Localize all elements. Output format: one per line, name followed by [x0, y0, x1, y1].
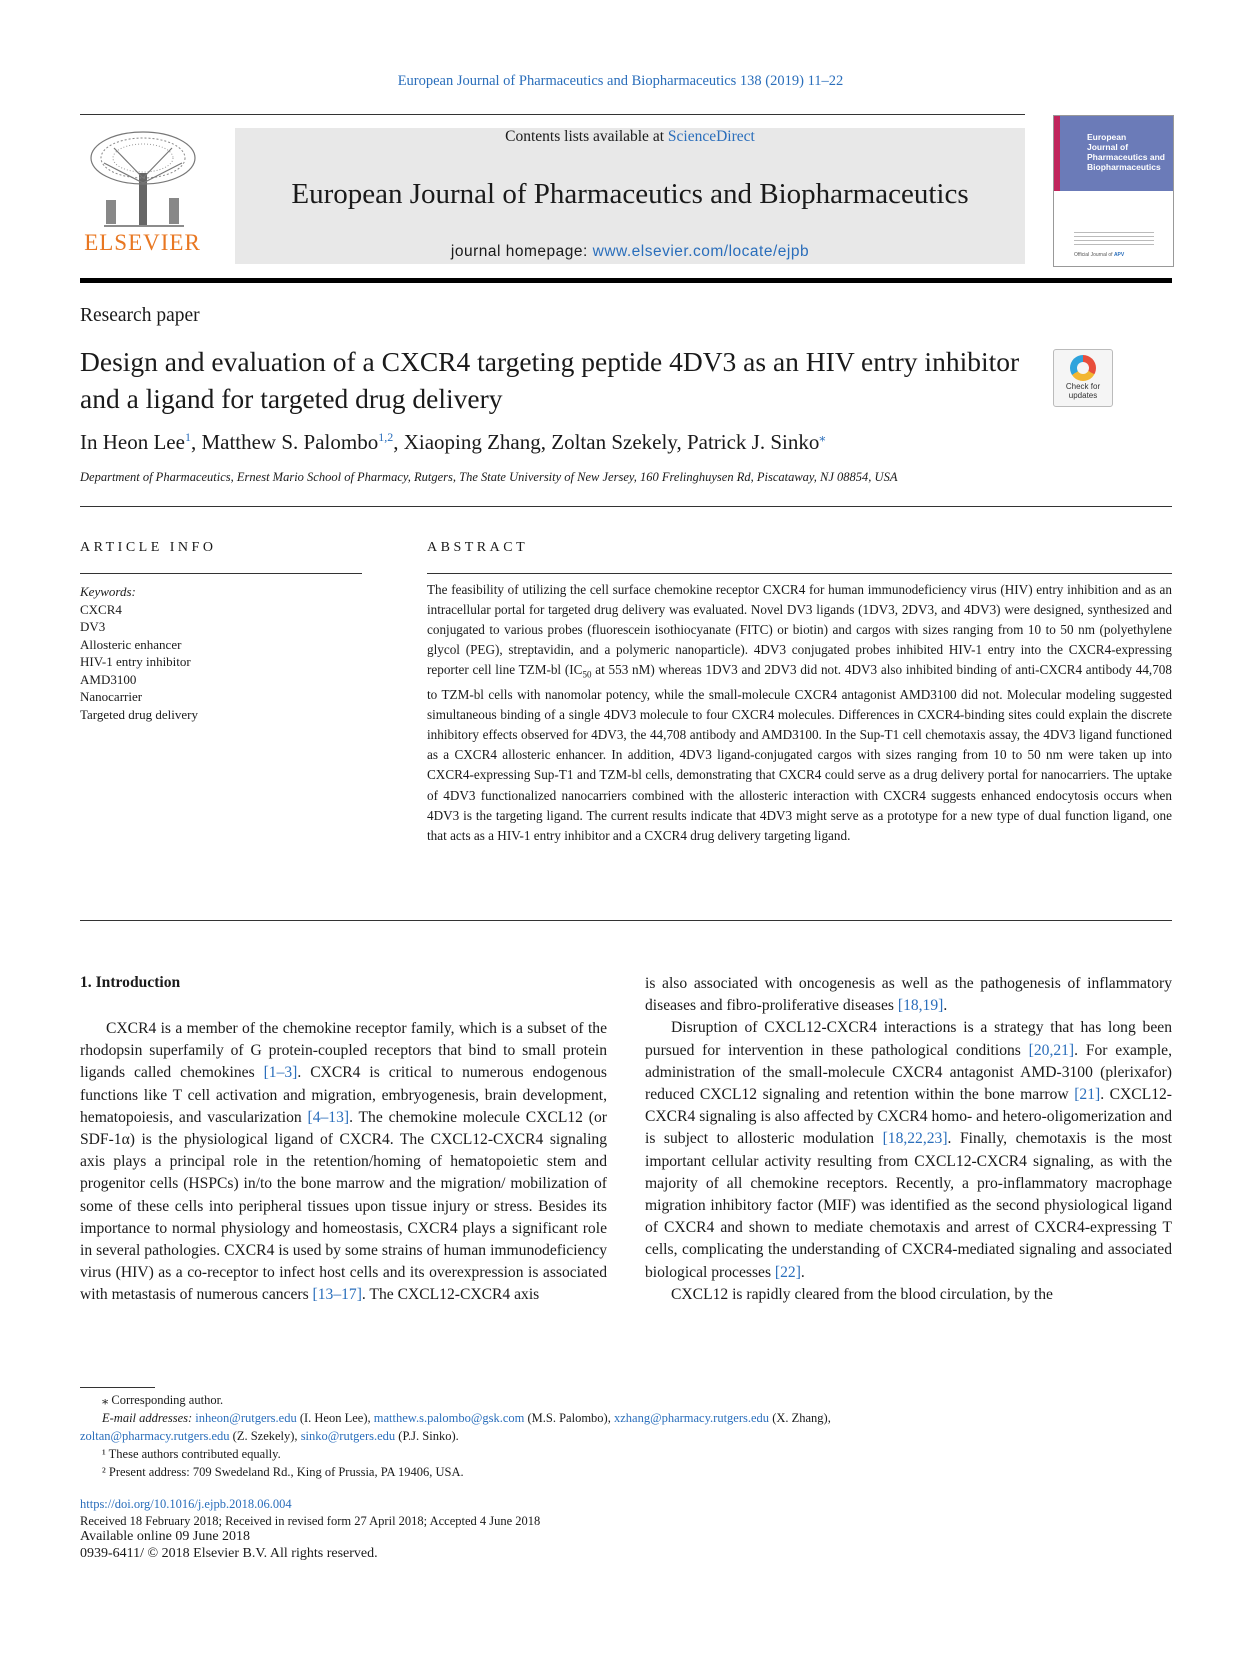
citation-link[interactable]: [1–3]	[263, 1064, 298, 1082]
cover-title-line: Pharmaceutics and	[1087, 152, 1165, 162]
keyword: Targeted drug delivery	[80, 706, 198, 722]
paragraph: Disruption of CXCL12-CXCR4 interactions is a strategy that has long been pursued for intervention in these pathological conditions [20,21]. For example, administration of the small-molecule CXCR4 antagonist AMD-3100 (plerixafor) reduced CXCL12 signaling and retention within the bone marrow [21]. CXCL12-CXCR4 signaling is also affected by CXCR4 homo- and hetero-oligomerization and is subject to allosteric modulation [18,22,23]. Finally, chemotaxis is the most important cellular activity resulting from CXCL12-CXCR4 signaling, as with the majority of all chemokine receptors. Recently, a pro-inflammatory macrophage migration inhibitory factor (MIF) was identified as the second physiological ligand of CXCR4 and shown to mediate chemotaxis and arrest of CXCR4-expressing T cells, complicating the understanding of CXCR4-mediated signaling and associated biological processes [22].	[645, 1019, 1172, 1281]
copyright: 0939-6411/ © 2018 Elsevier B.V. All rights reserved.	[80, 1545, 378, 1561]
keyword: DV3	[80, 619, 106, 634]
footnote-2: ² Present address: 709 Swedeland Rd., King of Prussia, PA 19406, USA.	[102, 1465, 464, 1479]
sciencedirect-link[interactable]: ScienceDirect	[667, 128, 755, 145]
body-column-left	[80, 1018, 607, 1307]
author-name[interactable]: Zoltan Szekely	[551, 430, 677, 454]
article-title: Design and evaluation of a CXCR4 targeting peptide 4DV3 as an HIV entry inhibitor and a ligand for targeted drug delivery	[80, 346, 1020, 414]
email-link[interactable]: xzhang@pharmacy.rutgers.edu	[613, 1411, 770, 1425]
crossmark-label: Check for updates	[1065, 382, 1101, 400]
author-name[interactable]: Patrick J. Sinko	[686, 430, 820, 454]
citation-link[interactable]: [18,19]	[897, 997, 944, 1015]
email-link[interactable]: sinko@rutgers.edu	[300, 1429, 396, 1443]
footnote-rule	[80, 1387, 155, 1388]
journal-title: European Journal of Pharmaceutics and Biopharmaceutics	[291, 178, 969, 210]
keyword: CXCR4	[80, 601, 122, 617]
keywords-label: Keywords:	[80, 584, 136, 599]
elsevier-tree-icon	[84, 128, 202, 228]
email-link[interactable]: matthew.s.palombo@gsk.com	[373, 1411, 525, 1425]
keyword: Allosteric enhancer	[80, 636, 182, 652]
body-column-right	[645, 973, 1172, 1306]
check-for-updates-button[interactable]	[1053, 349, 1113, 407]
paragraph: is also associated with oncogenesis as well as the pathogenesis of inflammatory diseases and fibro-proliferative diseases [18,19].	[645, 975, 1172, 1015]
cover-title-line: European	[1087, 132, 1127, 142]
affiliation: Department of Pharmaceutics, Ernest Mario School of Pharmacy, Rutgers, The State University of New Jersey, 160 Frelinghuysen Rd, Piscataway, NJ 08854, USA	[80, 470, 898, 484]
homepage-prefix: journal homepage:	[450, 243, 593, 260]
email-link[interactable]: inheon@rutgers.edu	[195, 1411, 297, 1425]
ic50-subscript: 50	[582, 670, 592, 681]
footnote-1: ¹ These authors contributed equally.	[102, 1447, 281, 1461]
received-dates: Received 18 February 2018; Received in revised form 27 April 2018; Accepted 4 June 2018	[80, 1513, 541, 1528]
author-affil-ref[interactable]: 1	[184, 430, 191, 444]
journal-cover[interactable]	[1053, 115, 1174, 267]
homepage-link[interactable]: www.elsevier.com/locate/ejpb	[592, 243, 810, 260]
abstract-text: The feasibility of utilizing the cell surface chemokine receptor CXCR4 for human immunodeficiency virus (HIV) entry inhibition and as an intracellular portal for targeted drug delivery was evaluated. Novel DV3 ligands (1DV3, 2DV3, and 4DV3) were designed, synthesized and conjugated to various probes (fluorescein isothiocyanate (FITC) or biotin) and cargos with sizes ranging from 10 to 50 nm (polyethylene glycol (PEG), streptavidin, and a polymeric nanoparticle). 4DV3 conjugated probes inhibited HIV-1 entry into the CXCR4-expressing reporter cell line TZM-bl ($IC_{50}$ at 553 nM) whereas 1DV3 and 2DV3 did not. 4DV3 also inhibited binding of anti-CXCR4 antibody 44,708 to TZM-bl cells with nanomolar potency, while the small-molecule CXCR4 antagonist AMD3100 did not. Molecular modeling suggested simultaneous binding of a single 4DV3 molecule to four CXCR4 molecules. Differences in CXCR4-binding sites could explain the discrete inhibitory effects observed for 4DV3, the 44,708 antibody and AMD3100. In the Sup-T1 cell chemotaxis assay, the 4DV3 ligand functioned as a CXCR4 allosteric enhancer. In addition, 4DV3 ligand-conjugated cargos with sizes ranging from 10 to 50 nm were taken up into CXCR4-expressing Sup-T1 and TZM-bl cells, demonstrating that CXCR4 could serve as a drug delivery portal for nanocarriers. The uptake of 4DV3 functionalized nanocarriers combined with the allosteric interaction with CXCR4 suggests enhanced endocytosis occurs when 4DV3 is the targeting ligand. The current results indicate that 4DV3 might serve as a prototype for a new type of dual function ligand, one that acts as a HIV-1 entry inhibitor and a CXCR4 drug delivery targeting ligand.	[427, 582, 1172, 843]
footnotes	[80, 1391, 1172, 1481]
corresponding-author-note: ⁎ Corresponding author.	[102, 1393, 224, 1407]
keyword: AMD3100	[80, 671, 137, 687]
article-type: Research paper	[80, 305, 200, 326]
author-name[interactable]: Xiaoping Zhang	[403, 430, 541, 454]
cover-small-text: Official Journal of APV	[1074, 252, 1125, 258]
cover-title	[1087, 132, 1165, 172]
cover-title-line: Journal of	[1087, 142, 1129, 152]
paragraph: CXCR4 is a member of the chemokine receptor family, which is a subset of the rhodopsin superfamily of G protein-coupled receptors that bind to small protein ligands called chemokines [1–3]. CXCR4 is critical to numerous endogenous functions like T cell activation and migration, embryogenesis, brain development, hematopoiesis, and vascularization [4–13]. The chemokine molecule CXCL12 (or SDF-1α) is the physiological ligand of CXCR4. The CXCL12-CXCR4 signaling axis plays a principal role in the retention/homing of hematopoietic stem and progenitor cells (HSPCs) in/to the bone marrow and the migration/ mobilization of some of these cells into peripheral tissues upon tissue injury or stress. Besides its importance to normal physiology and homeostasis, CXCR4 plays a significant role in several pathologies. CXCR4 is used by some strains of human immunodeficiency virus (HIV) as a co-receptor to infect host cells and its overexpression is associated with metastasis of numerous cancers [13–17]. The CXCL12-CXCR4 axis	[80, 1020, 608, 1304]
contents-line	[235, 128, 1025, 146]
cover-title-line: Biopharmaceutics	[1087, 162, 1161, 172]
citation-link[interactable]: [4–13]	[307, 1108, 350, 1126]
cover-org: APV	[1113, 252, 1125, 258]
abstract-rule	[427, 573, 1172, 574]
keyword: Nanocarrier	[80, 689, 143, 704]
keywords-block	[80, 583, 198, 723]
keyword: HIV-1 entry inhibitor	[80, 654, 191, 669]
article-info-rule	[80, 573, 362, 574]
citation-link[interactable]: [21]	[1074, 1086, 1101, 1104]
corresponding-author-mark[interactable]: ⁎	[819, 430, 826, 444]
publisher-logo[interactable]	[80, 128, 205, 268]
email-addresses-cont: zoltan@pharmacy.rutgers.edu (Z. Szekely), sinko@rutgers.edu (P.J. Sinko).	[80, 1429, 459, 1443]
email-addresses: E-mail addresses: inheon@rutgers.edu (I. Heon Lee), matthew.s.palombo@gsk.com (M.S. Palombo), xzhang@pharmacy.rutgers.edu (X. Zhang),	[102, 1411, 831, 1425]
header-thick-rule	[80, 278, 1172, 283]
doi-link[interactable]: https://doi.org/10.1016/j.ejpb.2018.06.004	[80, 1497, 292, 1511]
journal-homepage	[235, 243, 1025, 261]
paragraph: CXCL12 is rapidly cleared from the blood circulation, by the	[671, 1285, 1053, 1303]
email-link[interactable]: zoltan@pharmacy.rutgers.edu	[80, 1429, 230, 1443]
crossmark-icon	[1070, 355, 1096, 381]
journal-banner	[235, 128, 1025, 264]
author-name[interactable]: Matthew S. Palombo	[201, 430, 379, 454]
abstract-heading: ABSTRACT	[427, 540, 529, 555]
journal-reference[interactable]: European Journal of Pharmaceutics and Biopharmaceutics 138 (2019) 11–22	[397, 73, 844, 89]
header-rule	[80, 114, 1025, 115]
section-heading-introduction: 1. Introduction	[80, 974, 181, 991]
email-label: E-mail addresses:	[102, 1411, 196, 1425]
divider	[80, 920, 1172, 921]
cover-text-lines	[1074, 232, 1154, 246]
citation-link[interactable]: [18,22,23]	[882, 1130, 948, 1148]
citation-link[interactable]: [22]	[774, 1263, 801, 1281]
citation-link[interactable]: [20,21]	[1028, 1041, 1075, 1059]
cover-strip	[1054, 116, 1060, 191]
author-name[interactable]: In Heon Lee	[80, 430, 185, 454]
publication-info	[80, 1496, 540, 1562]
available-online: Available online 09 June 2018	[80, 1529, 251, 1544]
citation-link[interactable]: [13–17]	[312, 1286, 362, 1304]
author-list: In Heon Lee$^1$, Matthew S. Palombo$^{1,2}$, Xiaoping Zhang, Zoltan Szekely, Patrick J. Sinko⁎	[80, 430, 826, 454]
publisher-name: ELSEVIER	[84, 230, 201, 255]
article-info-heading: ARTICLE INFO	[80, 540, 217, 555]
author-affil-ref[interactable]: 1,2	[378, 430, 394, 444]
divider	[80, 506, 1172, 507]
contents-prefix: Contents lists available at	[505, 128, 668, 145]
